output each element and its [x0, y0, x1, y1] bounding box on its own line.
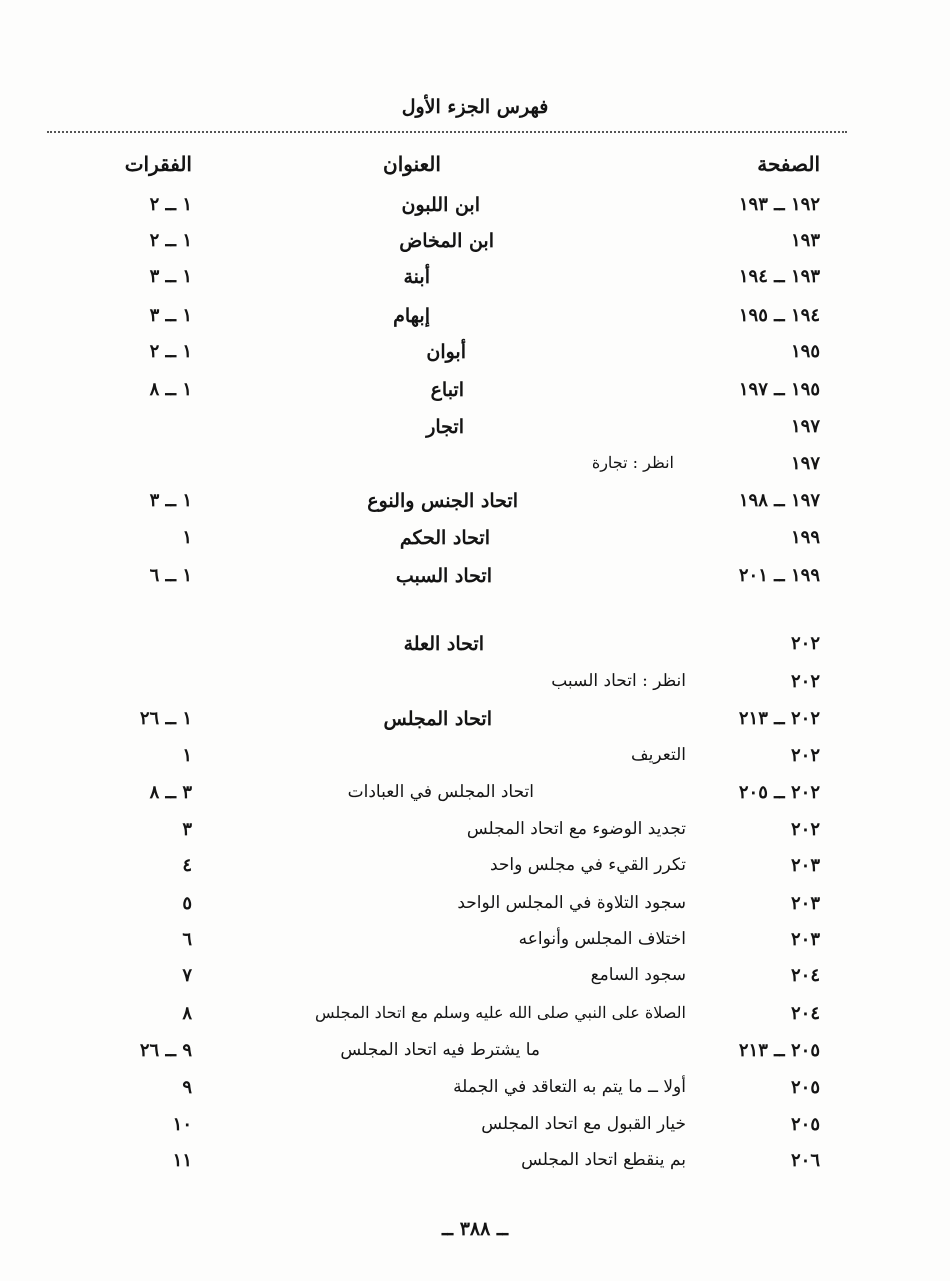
entry-see-also: انظر : اتحاد السبب	[551, 671, 686, 691]
entry-paragraphs: ١ ــ ٨	[149, 379, 192, 400]
entry-title: سجود السامع	[590, 965, 686, 985]
entry-paragraphs: ٣	[182, 819, 192, 840]
entry-page: ٢٠٢ ــ ٢١٣	[738, 708, 820, 729]
index-entry	[0, 341, 950, 377]
entry-title: التعريف	[631, 745, 686, 765]
index-entry	[0, 305, 950, 341]
index-entry	[0, 527, 950, 563]
entry-title: ما يشترط فيه اتحاد المجلس	[340, 1040, 540, 1060]
entry-page: ٢٠٣	[790, 893, 820, 914]
entry-page: ١٩٥ ــ ١٩٧	[738, 379, 820, 400]
index-entry	[0, 819, 950, 855]
entry-page: ١٩٥	[790, 341, 820, 362]
column-header-row	[0, 152, 950, 188]
index-entry	[0, 929, 950, 965]
index-entry	[0, 1040, 950, 1076]
index-entry	[0, 1003, 950, 1039]
index-entry	[0, 416, 950, 452]
entry-title: اتجار	[426, 416, 464, 438]
entry-paragraphs: ١٠	[172, 1114, 192, 1135]
entry-page: ١٩٧	[790, 453, 820, 474]
entry-page: ٢٠٥	[790, 1114, 820, 1135]
index-entry	[0, 194, 950, 230]
entry-title: تجديد الوضوء مع اتحاد المجلس	[466, 819, 686, 839]
entry-paragraphs: ١ ــ ٣	[149, 490, 192, 511]
entry-title: أبوان	[426, 341, 466, 363]
entry-page: ٢٠٤	[790, 965, 820, 986]
entry-see-also: انظر : تجارة	[591, 453, 674, 472]
entry-title: اتحاد السبب	[395, 565, 492, 587]
entry-page: ١٩٩ ــ ٢٠١	[738, 565, 820, 586]
index-entry	[0, 1077, 950, 1113]
entry-page: ٢٠٦	[790, 1150, 820, 1171]
entry-page: ١٩٣ ــ ١٩٤	[738, 266, 820, 287]
header-dotted-rule	[47, 131, 847, 133]
entry-paragraphs: ٤	[182, 855, 192, 876]
entry-page: ١٩٩	[790, 527, 820, 548]
entry-title: تكرر القيء في مجلس واحد	[489, 855, 686, 875]
index-entry	[0, 855, 950, 891]
entry-paragraphs: ١١	[172, 1150, 192, 1171]
entry-page: ٢٠٢	[790, 671, 820, 692]
entry-paragraphs: ١ ــ ٢	[149, 341, 192, 362]
index-entry	[0, 266, 950, 302]
index-entry	[0, 379, 950, 415]
entry-title: اختلاف المجلس وأنواعه	[518, 929, 686, 949]
index-entry	[0, 745, 950, 781]
index-entry	[0, 893, 950, 929]
index-entry	[0, 230, 950, 266]
entry-title: إبهام	[393, 305, 430, 327]
entry-paragraphs: ١ ــ ٣	[149, 266, 192, 287]
entry-paragraphs: ٥	[182, 893, 192, 914]
entry-page: ٢٠٥ ــ ٢١٣	[738, 1040, 820, 1061]
entry-paragraphs: ٧	[182, 965, 192, 986]
entry-page: ٢٠٤	[790, 1003, 820, 1024]
entry-paragraphs: ٨	[182, 1003, 192, 1024]
index-entry	[0, 453, 950, 489]
entry-page: ٢٠٢	[790, 633, 820, 654]
entry-title: خيار القبول مع اتحاد المجلس	[481, 1114, 686, 1134]
entry-paragraphs: ١ ــ ٢	[149, 194, 192, 215]
index-entry	[0, 1150, 950, 1186]
entry-paragraphs: ٣ ــ ٨	[149, 782, 192, 803]
entry-paragraphs: ١	[182, 745, 192, 766]
entry-title: اتحاد الجنس والنوع	[367, 490, 518, 512]
entry-title: ابن المخاض	[399, 230, 494, 252]
index-entry	[0, 1114, 950, 1150]
column-header-page: الصفحة	[757, 152, 820, 176]
entry-paragraphs: ١ ــ ٣	[149, 305, 192, 326]
entry-paragraphs: ١ ــ ٦	[149, 565, 192, 586]
entry-page: ١٩٤ ــ ١٩٥	[738, 305, 820, 326]
entry-page: ١٩٣	[790, 230, 820, 251]
entry-page: ١٩٧	[790, 416, 820, 437]
entry-title: الصلاة على النبي صلى الله عليه وسلم مع اتحاد المجلس	[314, 1003, 686, 1022]
entry-page: ١٩٢ ــ ١٩٣	[738, 194, 820, 215]
entry-paragraphs: ١ ــ ٢	[149, 230, 192, 251]
index-entry	[0, 490, 950, 526]
entry-paragraphs: ٩ ــ ٢٦	[139, 1040, 192, 1061]
column-header-paragraphs: الفقرات	[124, 152, 192, 176]
index-entry	[0, 782, 950, 818]
running-title: فهرس الجزء الأول	[401, 96, 549, 118]
entry-title: اتحاد العلة	[403, 633, 484, 655]
entry-title: اتحاد المجلس في العبادات	[347, 782, 534, 802]
entry-page: ٢٠٣	[790, 855, 820, 876]
entry-title: بم ينقطع اتحاد المجلس	[521, 1150, 686, 1170]
entry-title: اتحاد الحكم	[399, 527, 490, 549]
entry-title: ابن اللبون	[401, 194, 480, 216]
entry-page: ٢٠٢ ــ ٢٠٥	[738, 782, 820, 803]
index-entry	[0, 965, 950, 1001]
entry-title: سجود التلاوة في المجلس الواحد	[457, 893, 686, 913]
entry-title: اتحاد المجلس	[383, 708, 492, 730]
entry-page: ٢٠٢	[790, 745, 820, 766]
index-entry	[0, 565, 950, 601]
page-number: ــ ٣٨٨ ــ	[441, 1218, 509, 1240]
entry-title: أولا ــ ما يتم به التعاقد في الجملة	[453, 1077, 686, 1097]
entry-page: ٢٠٣	[790, 929, 820, 950]
entry-paragraphs: ٩	[182, 1077, 192, 1098]
entry-paragraphs: ٦	[182, 929, 192, 950]
index-entry	[0, 671, 950, 707]
entry-paragraphs: ١ ــ ٢٦	[139, 708, 192, 729]
entry-paragraphs: ١	[182, 527, 192, 548]
column-header-title: العنوان	[383, 152, 441, 176]
index-entry	[0, 708, 950, 744]
entry-title: أبنة	[403, 266, 430, 288]
entry-page: ٢٠٢	[790, 819, 820, 840]
index-entry	[0, 633, 950, 669]
entry-page: ١٩٧ ــ ١٩٨	[738, 490, 820, 511]
entry-page: ٢٠٥	[790, 1077, 820, 1098]
entry-title: اتباع	[430, 379, 464, 401]
